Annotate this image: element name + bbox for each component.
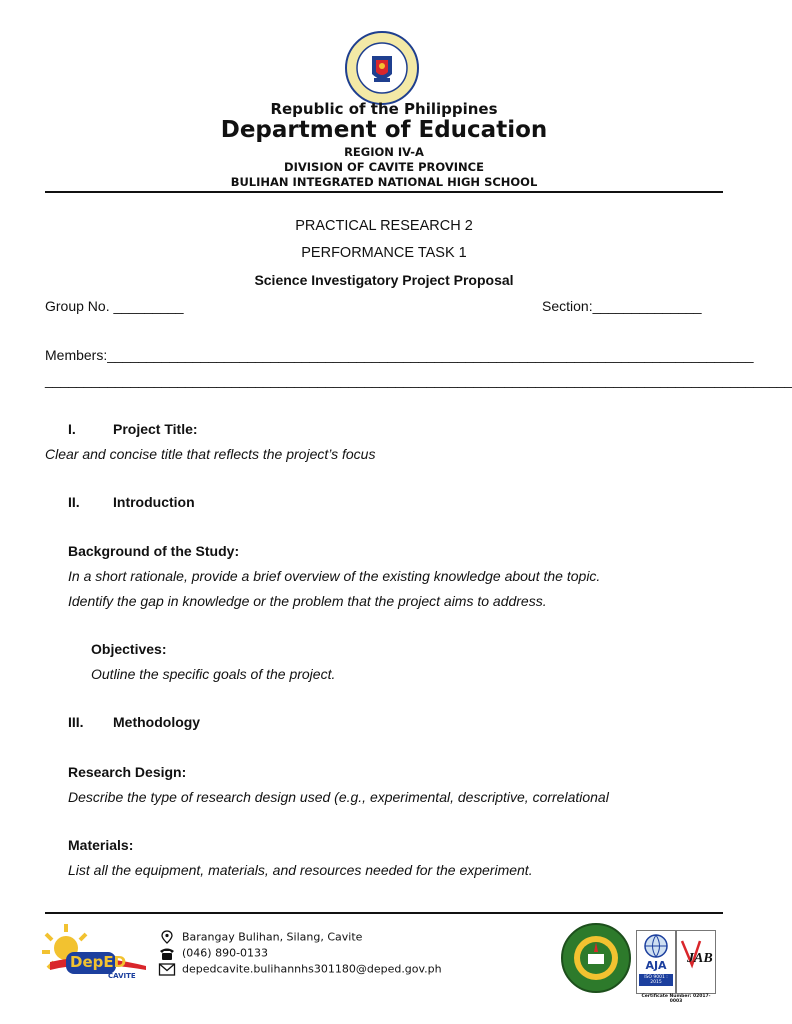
section-number: I. — [68, 421, 76, 437]
research-design-text: Describe the type of research design used (e.g., experimental, descriptive, correlational — [68, 789, 609, 805]
background-heading: Background of the Study: — [68, 543, 240, 559]
certificate-number: Certificate Number: 02017-0003 — [641, 994, 711, 1004]
deped-logo-text: DepED — [70, 953, 127, 971]
section-title: Introduction — [113, 494, 195, 510]
deped-seal-logo — [344, 30, 420, 106]
course-title: PRACTICAL RESEARCH 2 — [295, 218, 473, 234]
division-heading: DIVISION OF CAVITE PROVINCE — [284, 160, 484, 174]
section-number: III. — [68, 714, 84, 730]
deped-cavite-logo — [40, 922, 152, 988]
globe-icon — [638, 933, 674, 959]
region-heading: REGION IV-A — [344, 145, 424, 159]
school-seal-logo — [560, 922, 632, 994]
republic-heading: Republic of the Philippines — [270, 100, 498, 118]
aja-subtext: ISO 9001 : 2015 — [639, 974, 673, 986]
proposal-title: Science Investigatory Project Proposal — [254, 272, 514, 288]
department-heading: Department of Education — [220, 117, 548, 143]
group-number-field[interactable]: Group No. _________ — [45, 298, 184, 314]
footer-email[interactable]: depedcavite.bulihannhs301180@deped.gov.ph — [182, 962, 442, 976]
aja-text: AJA — [645, 959, 667, 972]
section-field[interactable]: Section:______________ — [542, 298, 702, 314]
section-number: II. — [68, 494, 80, 510]
section-methodology-heading — [68, 714, 200, 730]
task-title: PERFORMANCE TASK 1 — [301, 245, 467, 261]
aja-certification-badge — [636, 930, 676, 994]
footer-phone: (046) 890-0133 — [182, 946, 269, 960]
background-line-1: In a short rationale, provide a brief overview of the existing knowledge about the topic. — [68, 568, 601, 584]
footer-phone-row — [158, 946, 268, 961]
research-design-heading: Research Design: — [68, 764, 187, 780]
project-title-instruction: Clear and concise title that reflects the project’s focus — [45, 446, 376, 462]
footer-email-row — [158, 962, 442, 977]
location-pin-icon — [158, 930, 176, 945]
header-divider — [45, 191, 723, 193]
section-introduction-heading — [68, 494, 195, 510]
school-heading: BULIHAN INTEGRATED NATIONAL HIGH SCHOOL — [230, 175, 538, 189]
envelope-icon — [158, 962, 176, 977]
members-field[interactable]: Members:___________________________________________________________________________________ — [45, 347, 754, 363]
deped-logo-subtext: CAVITE — [108, 972, 136, 980]
jab-accreditation-badge — [676, 930, 716, 994]
members-line-2[interactable]: ________________________________________________________________________________________________ — [45, 372, 792, 388]
objectives-heading: Objectives: — [91, 641, 167, 657]
background-line-2: Identify the gap in knowledge or the problem that the project aims to address. — [68, 593, 547, 609]
section-title: Project Title: — [113, 421, 198, 437]
footer-divider — [45, 912, 723, 914]
materials-text: List all the equipment, materials, and resources needed for the experiment. — [68, 862, 533, 878]
footer-address-row — [158, 930, 362, 945]
materials-heading: Materials: — [68, 837, 134, 853]
section-title: Methodology — [113, 714, 201, 730]
telephone-icon — [158, 946, 176, 961]
footer-address: Barangay Bulihan, Silang, Cavite — [182, 930, 363, 944]
section-project-title-heading — [68, 421, 198, 437]
objectives-text: Outline the specific goals of the project. — [91, 666, 336, 682]
jab-text: JAB — [687, 951, 713, 966]
